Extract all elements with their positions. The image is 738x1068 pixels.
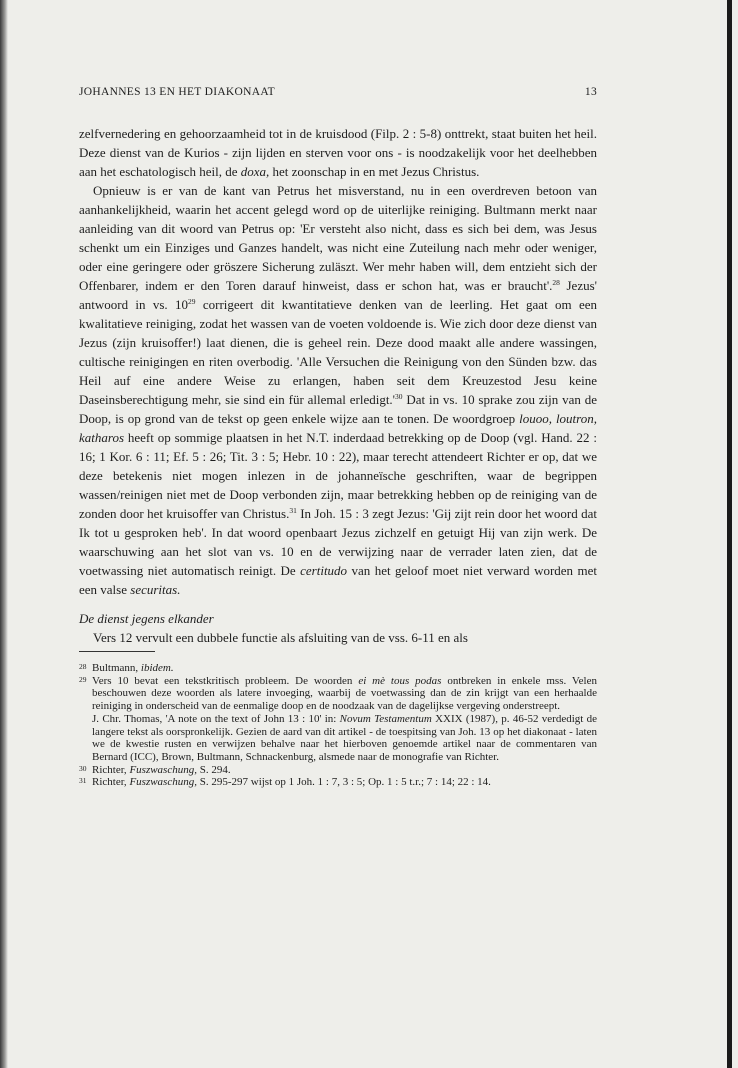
text-run: corrigeert dit kwantitatieve denken van de leerling. Het gaat om een kwalitatieve reiniging, zodat het wassen van de voeten voldoende is. Wie zich door deze dienst van Jezus (zijn kruisoffer!) laat dienen, die is geheel rein. Deze dood maakt alle andere wassingen, cultische reinigingen en riten overbodig. 'Alle Versuchen die Reinigung von den Sünden bzw. das Heil auf eine andere Weise zu erlangen, haben seit dem Kreuzestod Jesu keine Daseinsberechtigung mehr, sie sind ein für allemal erledigt.' <box>79 297 597 407</box>
footnote-number: 29 <box>79 674 87 684</box>
footnote-divider <box>79 651 155 652</box>
footnote-number: 28 <box>79 662 87 671</box>
footnote <box>79 675 597 764</box>
text-run: heeft op sommige plaatsen in het N.T. inderdaad betrekking op de Doop (vgl. Hand. 22 : 16; 1 Kor. 6 : 11; Ef. 5 : 26; Tit. 3 : 5; Hebr. 10 : 22), maar terecht attendeert Richter er op, dat we deze betekenis niet mogen inlezen in de johanneïsche geschriften, waar de begrippen wassen/reinigen niet met de Doop verbonden zijn, maar betrekking hebben op de reiniging van de zonden door het kruisoffer van Christus. <box>79 430 597 521</box>
italic-text: Fuszwaschung, <box>129 763 197 776</box>
text-run: J. Chr. Thomas, 'A note on the text of John 13 : 10' in: <box>92 712 340 725</box>
footnote <box>79 764 597 777</box>
text-run: Opnieuw is er van de kant van Petrus het misverstand, nu in een overdreven betoon van aanhankelijkheid, waarin het accent gelegd word op de uiterlijke reiniging. Bultmann merkt naar aanleiding van dit woord van Petrus op: 'Er versteht also nicht, dass es sich bei dem, was Jesus schenkt um ein Einziges und Ganzes handelt, was nicht eine Zuteilung nach mehr oder weniger, oder eine geringere oder gröszere Sicherung zuläszt. Wer mehr haben will, dem entzieht sich der Offenbarer, indem er den Toren darauf hinweist, dass er schon hat, was er braucht'. <box>79 183 597 293</box>
italic-text: louoo, loutron, katharos <box>79 411 597 445</box>
book-page <box>79 86 597 789</box>
running-title: JOHANNES 13 EN HET DIAKONAAT <box>79 86 276 98</box>
text-run: Vers 10 bevat een tekstkritisch probleem. De woorden <box>92 674 359 687</box>
text-run: ontbreken in enkele mss. Velen beschouwen deze woorden als latere invoeging, waarbij de voetwassing dan de zin krijgt van een herhaalde reiniging in onderscheid van de eenmalige doop en de noodzaak van de dagelijkse vergeving onderstreept. <box>92 674 597 713</box>
italic-text: ibidem. <box>140 662 174 674</box>
italic-text: Novum Testamentum <box>339 712 432 725</box>
text-run: Richter, <box>92 763 130 776</box>
text-run: XXIX (1987), p. 46-52 verdedigt de langere tekst als oorspronkelijk. Gezien de aard van dit artikel - de toespitsing van Joh. 13 op het diakonaat - laten we de kwestie rusten en verwijzen behalve naar het hierboven genoemde artikel naar de commentaren van Bernard (ICC), Brown, Bultmann, Schnackenburg, alsmede naar de monografie van Richter. <box>92 712 598 763</box>
section-heading: De dienst jegens elkander <box>79 611 214 626</box>
footnote-reference: 28 <box>552 278 560 287</box>
footnote-text <box>92 776 597 789</box>
text-run: van het geloof moet niet verward worden met een valse <box>79 563 597 597</box>
main-text-continued <box>79 628 597 647</box>
footnote-reference: 29 <box>188 297 196 306</box>
text-run: Dat in vs. 10 sprake zou zijn van de Doop, is op grond van de tekst op geen enkele wijze aan te tonen. De woordgroep <box>79 392 597 426</box>
footnote <box>79 662 597 675</box>
page-number: 13 <box>584 86 597 98</box>
footnote-paragraph <box>92 764 597 777</box>
scan-right-edge <box>727 0 732 1068</box>
italic-text: doxa, <box>240 164 270 179</box>
footnote-paragraph <box>92 776 597 789</box>
text-run: het zoonschap in en met Jezus Christus. <box>269 164 480 179</box>
footnote-reference: 31 <box>289 506 297 515</box>
footnotes <box>79 662 597 789</box>
footnote-paragraph <box>92 713 597 764</box>
italic-text: certitudo <box>300 563 348 578</box>
main-text <box>79 124 597 599</box>
running-header <box>79 86 597 104</box>
text-run: S. 294. <box>196 763 231 776</box>
footnote-text <box>92 675 597 764</box>
footnote-text <box>92 764 597 777</box>
footnote-number: 30 <box>79 763 87 773</box>
italic-text: Fuszwaschung, <box>129 776 197 789</box>
footnote-paragraph <box>92 675 597 713</box>
text-run: Richter, <box>92 776 130 789</box>
footnote-paragraph <box>92 662 597 675</box>
footnote-reference: 30 <box>395 392 403 401</box>
text-run: Bultmann, <box>92 662 141 674</box>
italic-text: ei mè tous podas <box>358 674 442 687</box>
paragraph-2 <box>79 181 597 599</box>
footnote-number: 31 <box>79 776 87 786</box>
footnote <box>79 776 597 789</box>
text-run: In Joh. 15 : 3 zegt Jezus: 'Gij zijt rein door het woord dat Ik tot u gesproken heb'. In dat woord openbaart Jezus zichzelf en getuigt Hij van zijn werk. De waarschuwing aan het slot van vs. 10 en de verwijzing naar de verrader laten zien, dat de voetwassing niet automatisch reinigt. De <box>79 506 597 578</box>
paragraph-3 <box>79 628 597 647</box>
footnote-text <box>92 662 597 675</box>
italic-text: securitas. <box>130 582 181 597</box>
text-run: zelfvernedering en gehoorzaamheid tot in de kruisdood (Filp. 2 : 5-8) onttrekt, staat buiten het heil. Deze dienst van de Kurios - zijn lijden en sterven voor ons - is noodzakelijk voor het deelhebben aan het eschatologisch heil, de <box>79 126 597 179</box>
paragraph-1 <box>79 124 597 181</box>
scan-left-edge <box>0 0 8 1068</box>
text-run: S. 295-297 wijst op 1 Joh. 1 : 7, 3 : 5; Op. 1 : 5 t.r.; 7 : 14; 22 : 14. <box>196 776 491 789</box>
text-run: Jezus' antwoord in vs. 10 <box>79 278 597 312</box>
text-run: Vers 12 vervult een dubbele functie als afsluiting van de vss. 6-11 en als <box>93 630 468 645</box>
